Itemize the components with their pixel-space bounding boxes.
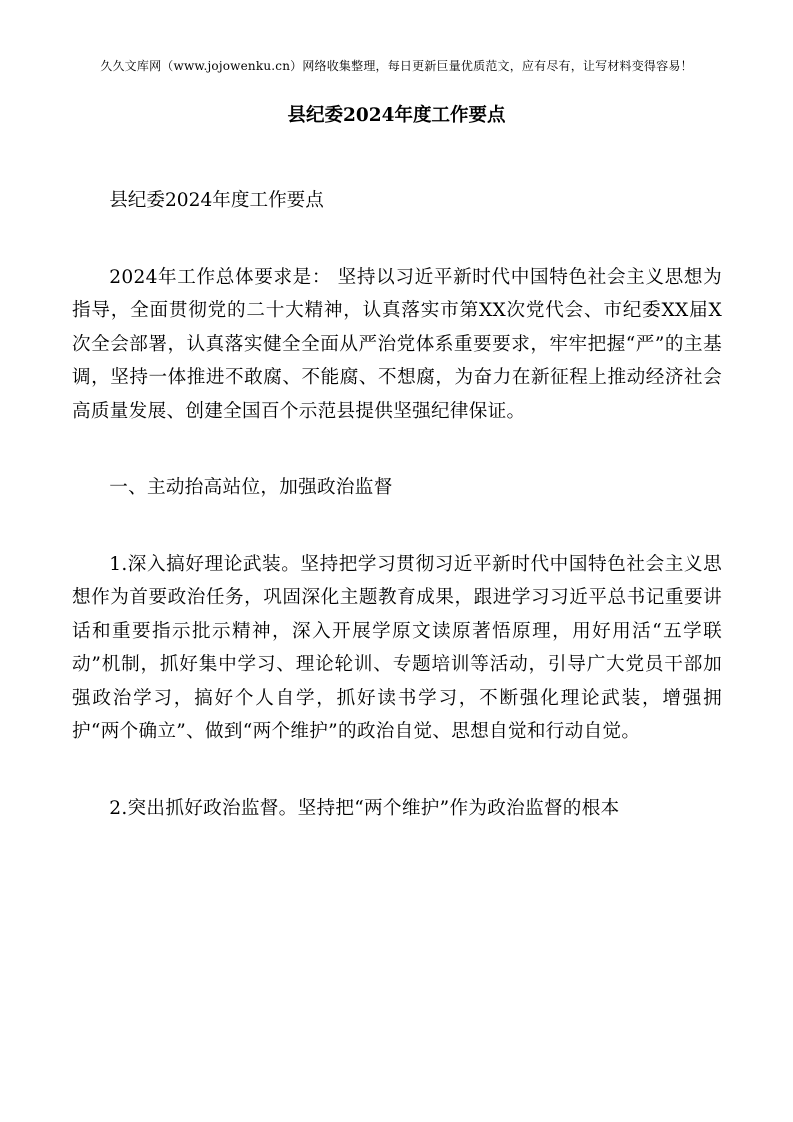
- body-paragraph-general-requirements: 2024年工作总体要求是： 坚持以习近平新时代中国特色社会主义思想为指导，全面贯彻党的二十大精神，认真落实市第XX次党代会、市纪委XX届X次全会部署，认真落实健全全面从严治党体系重要要求，牢牢把握“严”的主基调，坚持一体推进不敢腐、不能腐、不想腐，为奋力在新征程上推动经济社会高质量发展、创建全国百个示范县提供坚强纪律保证。: [72, 266, 722, 422]
- section-heading-1: 一、主动抬高站位，加强政治监督: [109, 477, 393, 498]
- subtitle-paragraph: 县纪委2024年度工作要点: [109, 190, 324, 211]
- header-note: 久久文库网（www.jojowenku.cn）网络收集整理，每日更新巨量优质范文，应有尽有，让写材料变得容易！: [100, 59, 693, 73]
- document-body: [72, 184, 722, 825]
- body-paragraph-item-2: 2.突出抓好政治监督。坚持把“两个维护”作为政治监督的根本: [109, 797, 620, 819]
- document-title: 县纪委2024年度工作要点: [287, 105, 506, 126]
- body-paragraph-item-1: 1.深入搞好理论武装。坚持把学习贯彻习近平新时代中国特色社会主义思想作为首要政治任务，巩固深化主题教育成果，跟进学习习近平总书记重要讲话和重要指示批示精神，深入开展学原文读原著悟原理，用好用活“五学联动”机制，抓好集中学习、理论轮训、专题培训等活动，引导广大党员干部加强政治学习，搞好个人自学，抓好读书学习，不断强化理论武装，增强拥护“两个确立”、做到“两个维护”的政治自觉、思想自觉和行动自觉。: [72, 553, 722, 742]
